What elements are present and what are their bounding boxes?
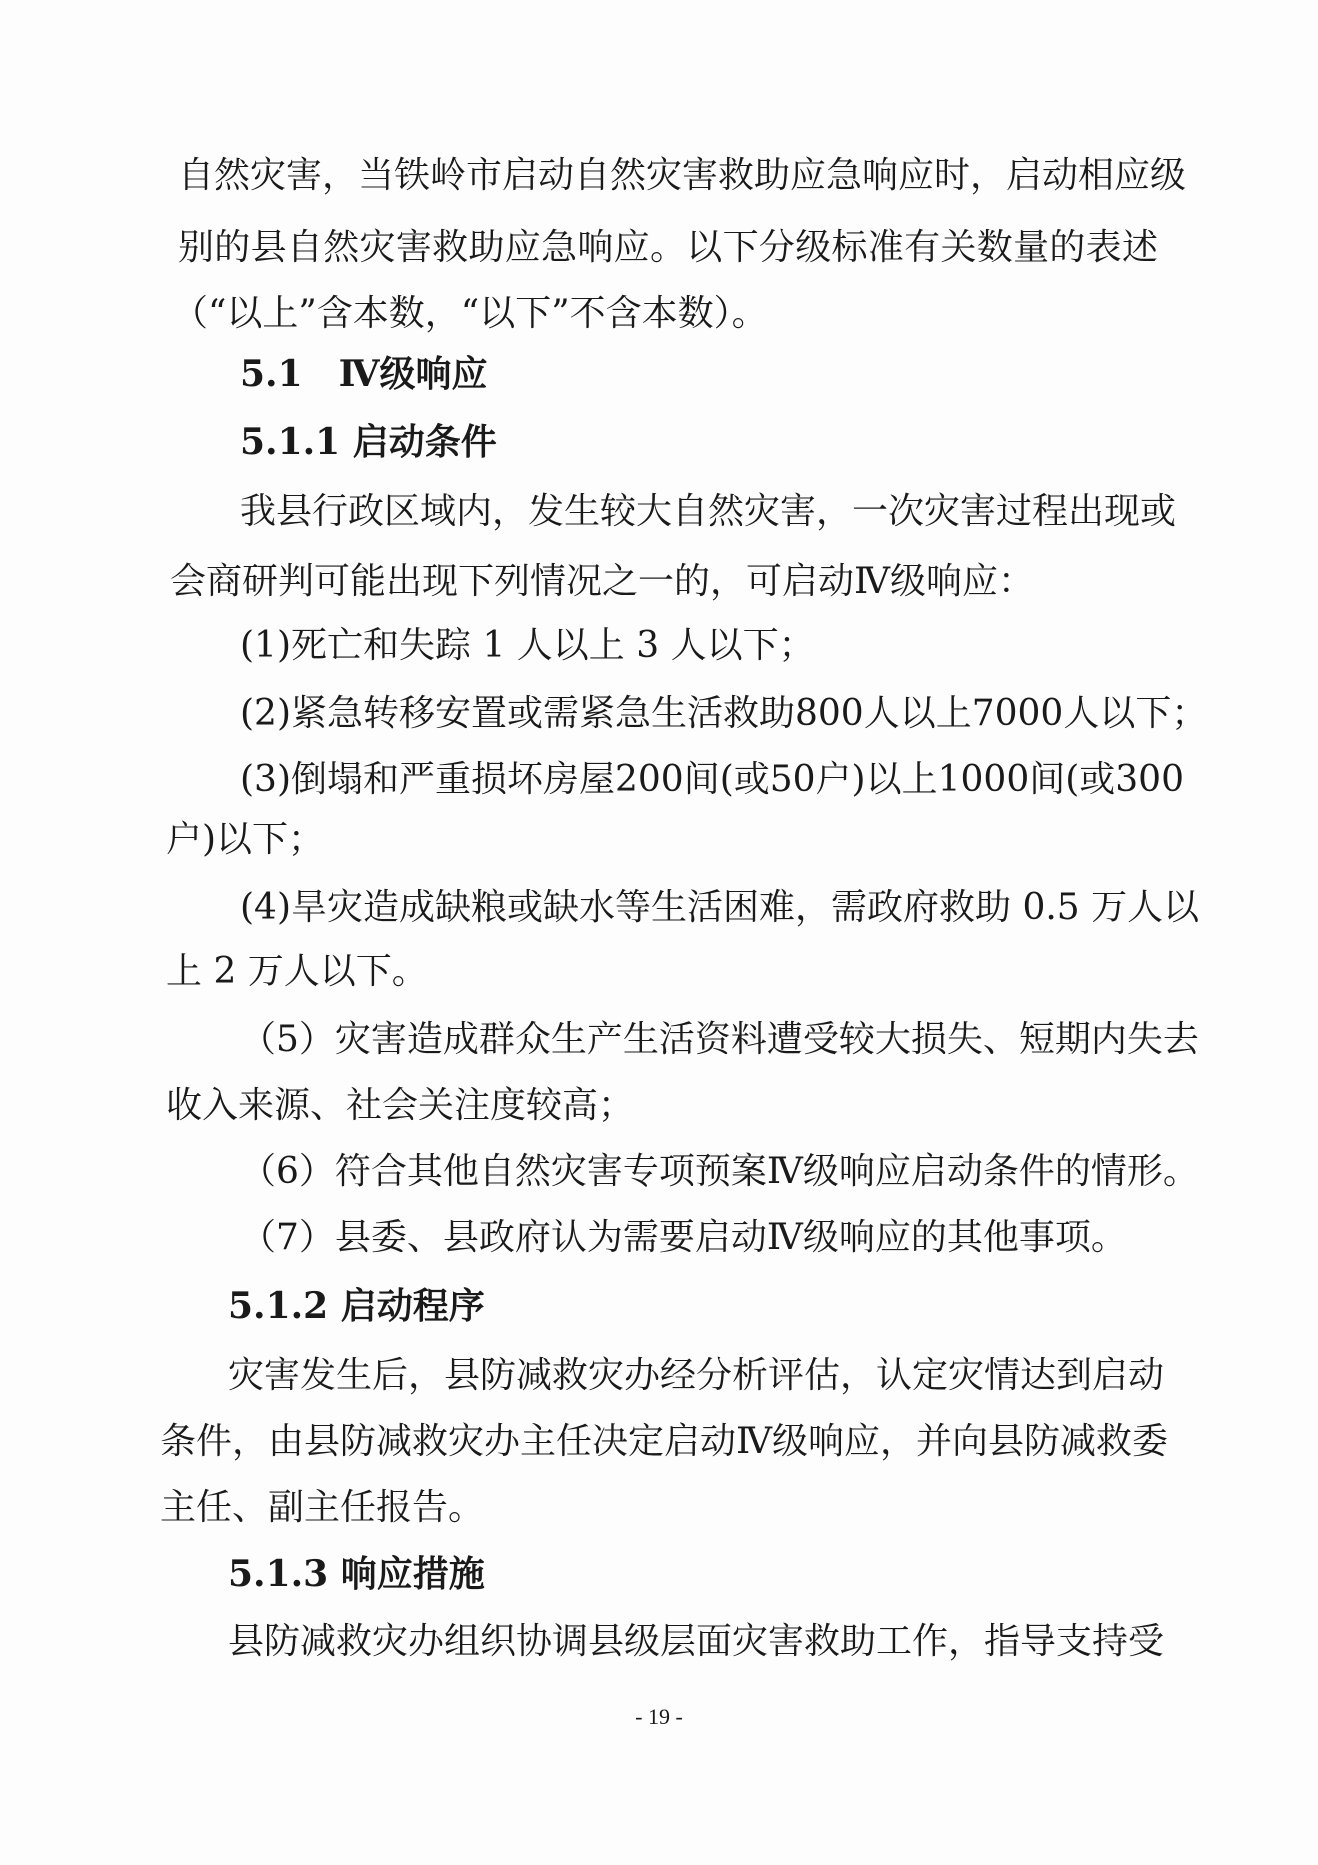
- body-text-line: 自然灾害，当铁岭市启动自然灾害救助应急响应时，启动相应级: [178, 155, 1187, 196]
- body-text-line: 灾害发生后，县防减救灾办经分析评估，认定灾情达到启动: [228, 1355, 1165, 1396]
- body-text-line: 别的县自然灾害救助应急响应。以下分级标准有关数量的表述: [178, 227, 1158, 268]
- list-item-continuation: 户)以下；: [166, 819, 325, 860]
- list-item: (4)旱灾造成缺粮或缺水等生活困难，需政府救助 0.5 万人以: [240, 887, 1200, 928]
- list-item: （5）灾害造成群众生产生活资料遭受较大损失、短期内失去: [240, 1019, 1199, 1060]
- body-text-line: （“以上”含本数，“以下”不含本数）。: [172, 293, 768, 334]
- page-number: - 19 -: [635, 1704, 683, 1729]
- body-text-line: 会商研判可能出现下列情况之一的，可启动Ⅳ级响应：: [170, 561, 1034, 602]
- list-item: （7）县委、县政府认为需要启动Ⅳ级响应的其他事项。: [240, 1217, 1127, 1258]
- body-text-line: 县防减救灾办组织协调县级层面灾害救助工作，指导支持受: [228, 1621, 1165, 1662]
- list-item: (1)死亡和失踪 1 人以上 3 人以下；: [240, 625, 815, 666]
- body-text-line: 我县行政区域内，发生较大自然灾害，一次灾害过程出现或: [240, 491, 1177, 532]
- subsection-heading: 5.1.2 启动程序: [228, 1285, 485, 1327]
- list-item-continuation: 收入来源、社会关注度较高；: [166, 1085, 635, 1126]
- section-heading: 5.1 Ⅳ级响应: [240, 353, 488, 395]
- list-item: (2)紧急转移安置或需紧急生活救助800人以上7000人以下；: [240, 693, 1208, 734]
- list-item-continuation: 上 2 万人以下。: [166, 951, 428, 992]
- list-item: (3)倒塌和严重损坏房屋200间(或50户)以上1000间(或300: [240, 759, 1184, 800]
- subsection-heading: 5.1.3 响应措施: [228, 1553, 485, 1595]
- list-item: （6）符合其他自然灾害专项预案Ⅳ级响应启动条件的情形。: [240, 1151, 1199, 1192]
- subsection-heading: 5.1.1 启动条件: [240, 421, 497, 463]
- body-text-line: 条件，由县防减救灾办主任决定启动Ⅳ级响应，并向县防减救委: [160, 1421, 1168, 1462]
- body-text-line: 主任、副主任报告。: [160, 1487, 485, 1528]
